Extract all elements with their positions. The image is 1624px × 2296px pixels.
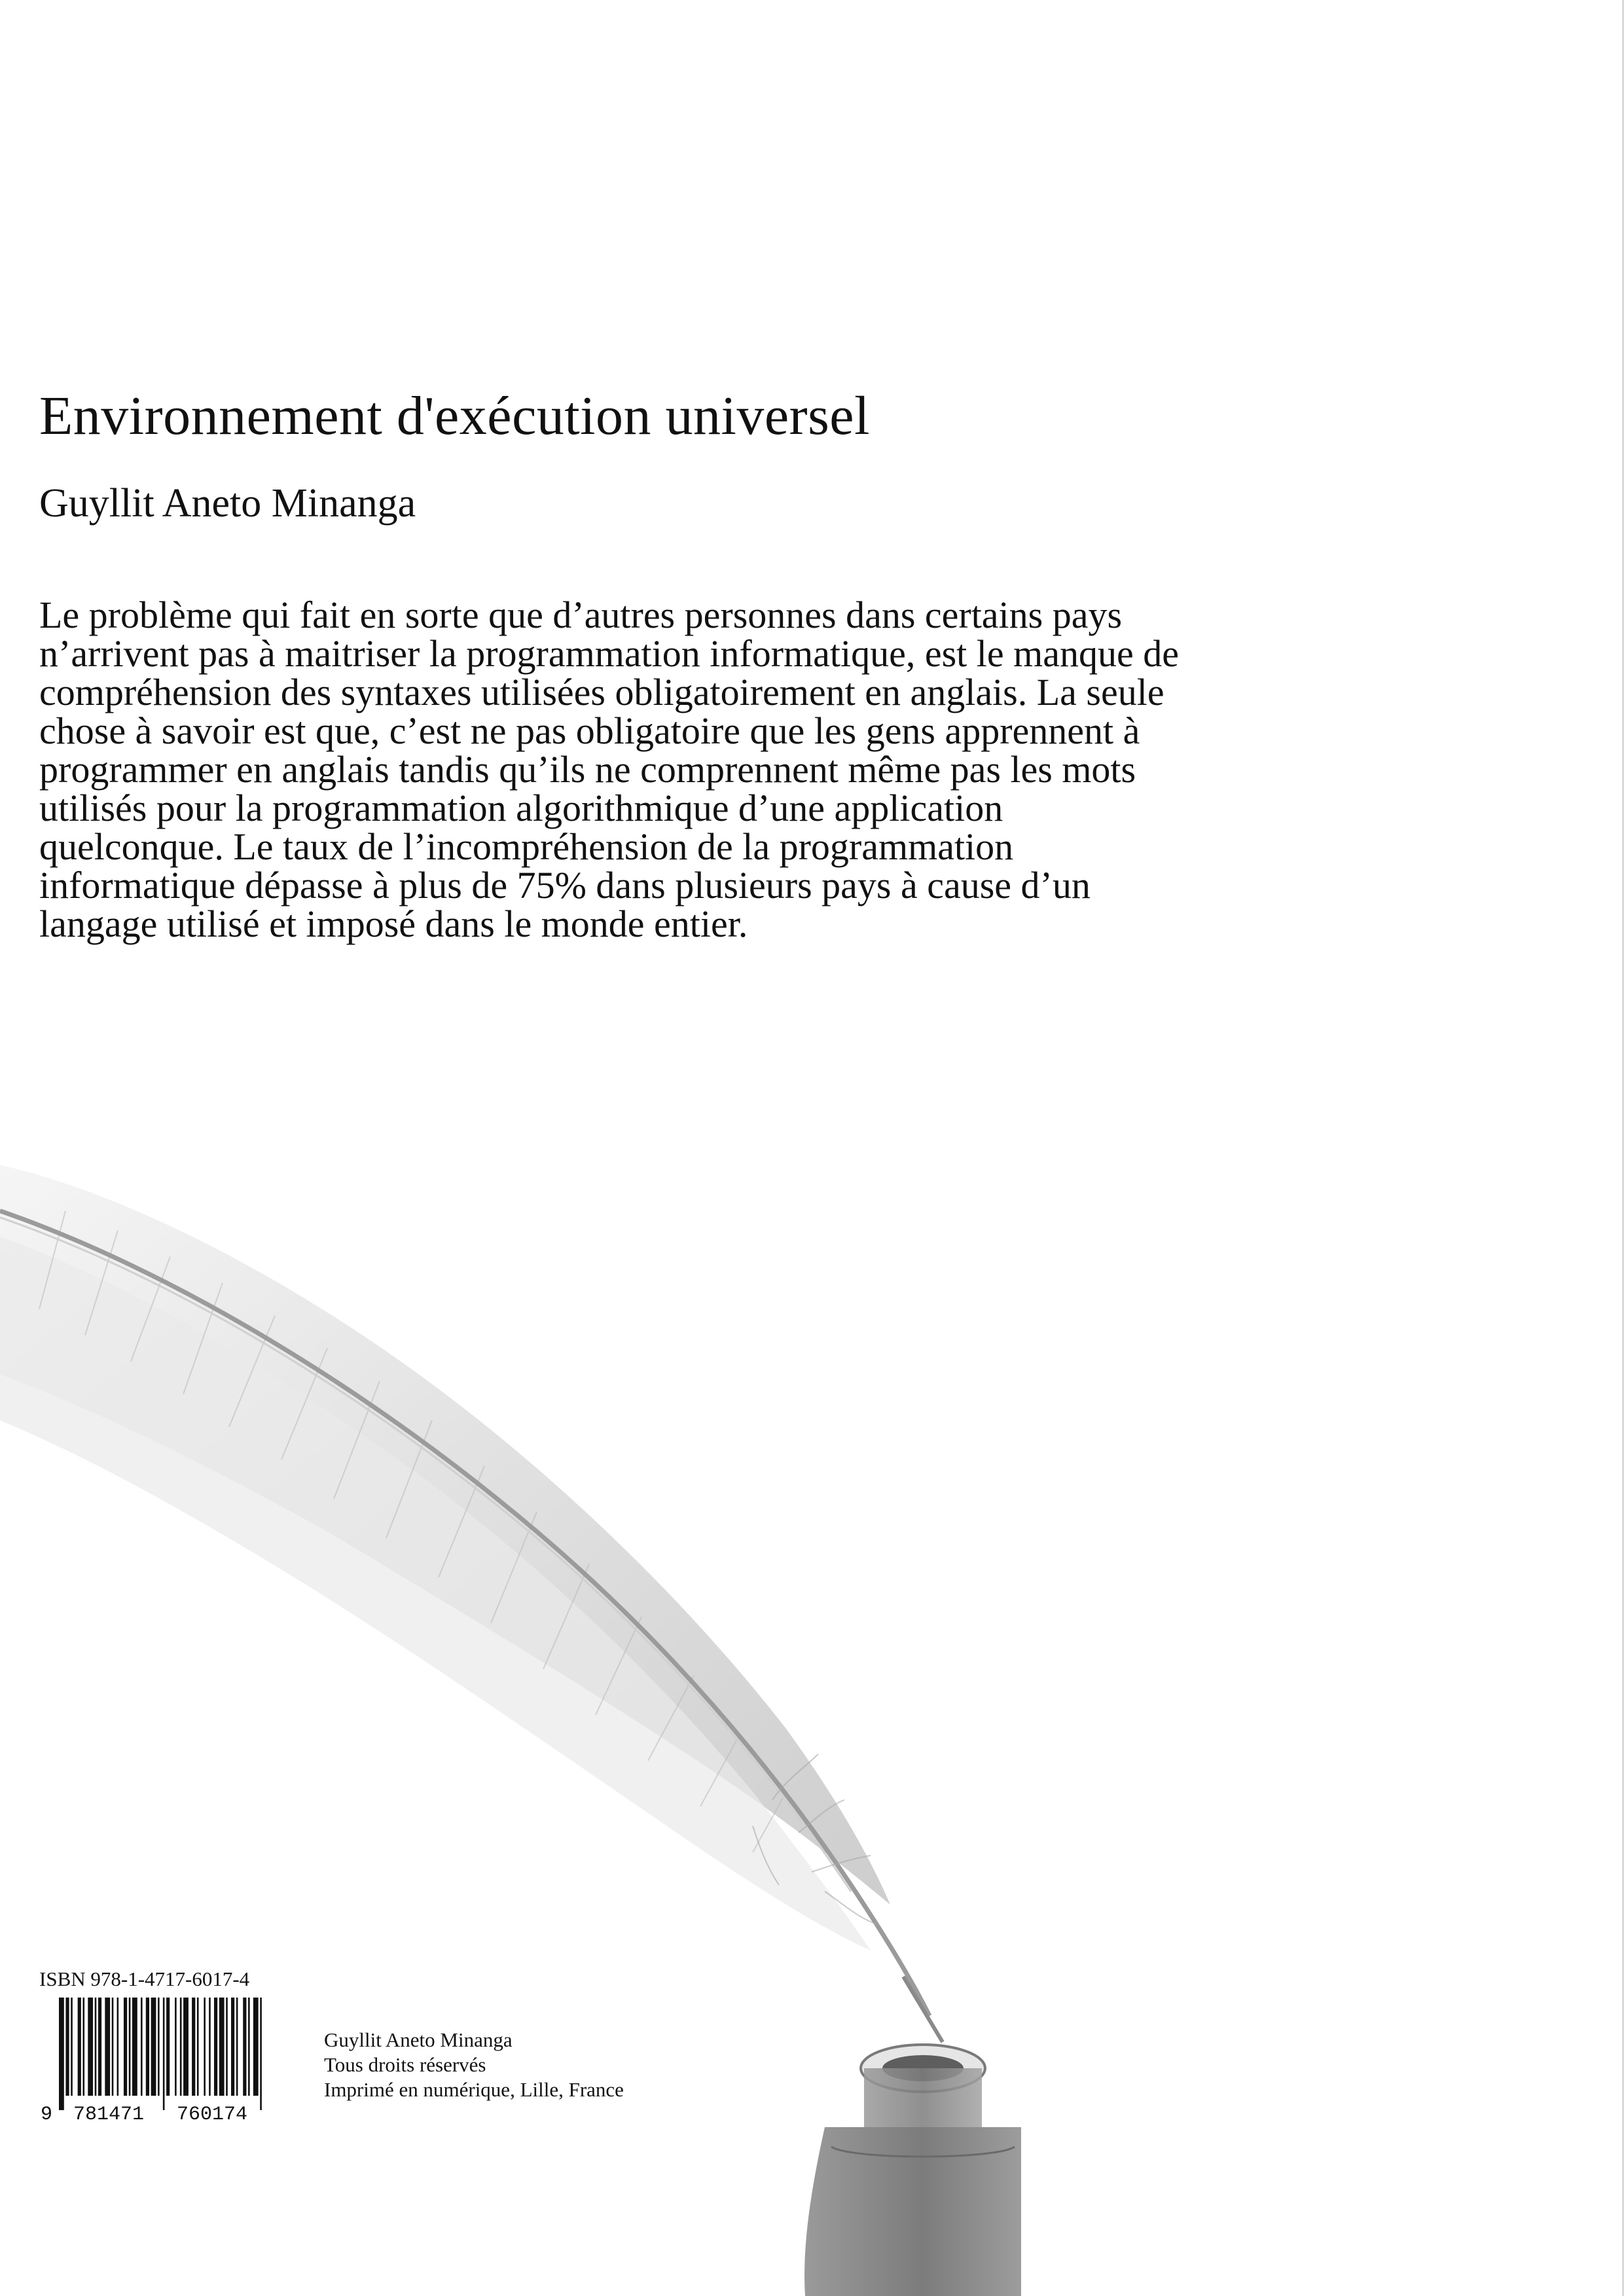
barcode-bar (65, 1998, 69, 2096)
barcode-bar (197, 1998, 199, 2096)
quill-icon (0, 1139, 1021, 2296)
barcode-bar (226, 1998, 228, 2096)
barcode-bar (214, 1998, 217, 2096)
imprint-printed: Imprimé en numérique, Lille, France (324, 2078, 624, 2101)
barcode-bar (129, 1998, 131, 2096)
isbn-label: ISBN 978-1-4717-6017-4 (39, 1967, 250, 1990)
barcode-bar (158, 1998, 160, 2096)
barcode-bar (124, 1998, 127, 2096)
barcode-bar (192, 1998, 195, 2096)
barcode-bar (88, 1998, 93, 2096)
barcode-bar (209, 1998, 211, 2096)
barcode-bar (146, 1998, 149, 2096)
barcode-right-digits: 760174 (177, 2104, 248, 2122)
imprint-rights: Tous droits réservés (324, 2053, 486, 2076)
barcode-bar (59, 1998, 64, 2110)
barcode-bar (71, 1998, 73, 2096)
barcode-bar (166, 1998, 170, 2096)
barcode-bar (112, 1998, 114, 2096)
barcode-left-digits: 781471 (73, 2104, 145, 2122)
barcode-bar (151, 1998, 156, 2096)
barcode-bar (236, 1998, 238, 2096)
barcode-bar (117, 1998, 119, 2096)
barcode-bar (204, 1998, 206, 2096)
barcode-bar (180, 1998, 182, 2096)
barcode-icon (39, 1998, 283, 2122)
barcode-bar (82, 1998, 84, 2096)
barcode-bar (105, 1998, 110, 2096)
barcode-bar (231, 1998, 234, 2096)
book-blurb: Le problème qui fait en sorte que d’autres personnes dans certains pays n’arrivent pas à maitriser la programmation informatique, est le manque de compréhension des syntaxes utilisées obligatoirement en anglais. La seule chose à savoir est que, c’est ne pas obligatoire que les gens apprennent à programmer en anglais tandis qu’ils ne comprennent même pas les mots utilisés pour la programmation algorithmique d’une application quelconque. Le taux de l’incompréhension de la programmation informatique dépasse à plus de 75% dans plusieurs pays à cause d’un langage utilisé et imposé dans le monde entier. (39, 594, 1179, 945)
barcode-bar (132, 1998, 137, 2096)
barcode-bar (243, 1998, 246, 2096)
barcode-bar (163, 1998, 165, 2110)
imprint-author: Guyllit Aneto Minanga (324, 2028, 513, 2051)
barcode-bar (253, 1998, 259, 2096)
quill-inkwell-illustration (0, 1139, 1021, 2296)
barcode-bar (98, 1998, 101, 2096)
barcode-bar (175, 1998, 177, 2096)
imprint-block (324, 2028, 624, 2102)
barcode-lead-digit: 9 (41, 2104, 53, 2122)
isbn-barcode (39, 1998, 283, 2122)
barcode-bar (248, 1998, 250, 2096)
barcode-bar (95, 1998, 97, 2096)
barcode-bar (260, 1998, 262, 2110)
book-title: Environnement d'exécution universel (39, 386, 870, 446)
book-author: Guyllit Aneto Minanga (39, 481, 416, 526)
barcode-bar (183, 1998, 189, 2096)
barcode-bar (141, 1998, 143, 2096)
barcode-bar (78, 1998, 81, 2096)
barcode-bar (219, 1998, 225, 2096)
